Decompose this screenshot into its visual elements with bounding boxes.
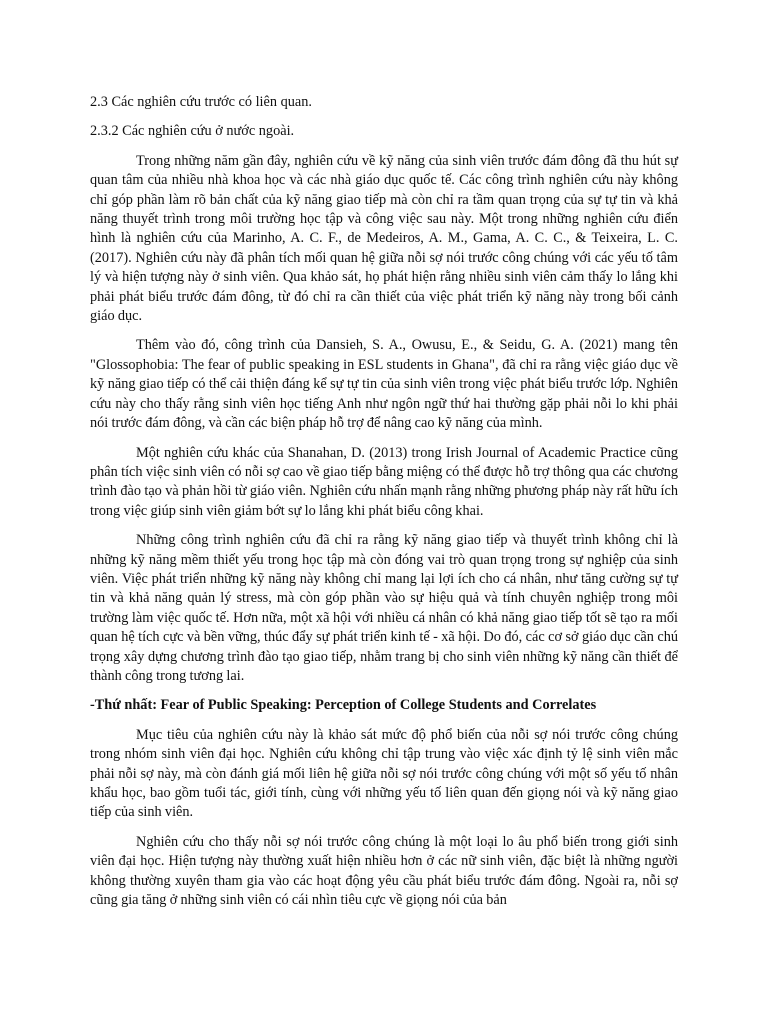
body-paragraph: Trong những năm gần đây, nghiên cứu về kỹ năng của sinh viên trước đám đông đã thu hút sự quan tâm của nhiều nhà khoa học và các nhà giáo dục quốc tế. Các công trình nghiên cứu này không chỉ góp phần làm rõ bản chất của kỹ năng giao tiếp mà còn chỉ ra tầm quan trọng của sự tự tin và khả năng thuyết trình trong môi trường học tập và công việc sau này. Một trong những nghiên cứu điển hình là nghiên cứu của Marinho, A. C. F., de Medeiros, A. M., Gama, A. C. C., & Teixeira, L. C. (2017). Nghiên cứu này đã phân tích mối quan hệ giữa nỗi sợ nói trước công chúng với các yếu tố tâm lý và hiện tượng này ở sinh viên. Qua khảo sát, họ phát hiện rằng nhiều sinh viên cảm thấy lo lắng khi phải phát biểu trước đám đông, từ đó chỉ ra cần thiết của việc phát triển kỹ năng này trong bối cảnh giáo dục.	[90, 152, 678, 325]
body-paragraph: Những công trình nghiên cứu đã chỉ ra rằng kỹ năng giao tiếp và thuyết trình không chỉ là những kỹ năng mềm thiết yếu trong học tập mà còn đóng vai trò quan trọng trong sự nghiệp của sinh viên. Việc phát triển những kỹ năng này không chỉ mang lại lợi ích cho cá nhân, như tăng cường sự tự tin và khả năng quản lý stress, mà còn góp phần vào sự hiệu quả và tính chuyên nghiệp trong môi trường làm việc quốc tế. Hơn nữa, một xã hội với nhiều cá nhân có khả năng giao tiếp tốt sẽ tạo ra mối quan hệ tích cực và bền vững, thúc đẩy sự phát triển kinh tế - xã hội. Do đó, các cơ sở giáo dục cần chú trọng xây dựng chương trình đào tạo giao tiếp, nhằm trang bị cho sinh viên những kỹ năng cần thiết để thành công trong tương lai.	[90, 532, 678, 684]
body-paragraph: Thêm vào đó, công trình của Dansieh, S. A., Owusu, E., & Seidu, G. A. (2021) mang tên "Glossophobia: The fear of public speaking in ESL students in Ghana", đã chỉ ra rằng việc giáo dục về kỹ năng giao tiếp có thể cải thiện đáng kể sự tự tin của sinh viên trong việc phát biểu trước lớp. Nghiên cứu này cho thấy rằng sinh viên học tiếng Anh như ngôn ngữ thứ hai thường gặp phải nỗi lo khi phải nói trước đám đông, và cần các biện pháp hỗ trợ để nâng cao kỹ năng của mình.	[90, 337, 678, 432]
body-paragraph: Một nghiên cứu khác của Shanahan, D. (2013) trong Irish Journal of Academic Practice cũng phân tích việc sinh viên có nỗi sợ cao về giao tiếp bằng miệng có thể được hỗ trợ thông qua các chương trình đào tạo và phản hồi từ giáo viên. Nghiên cứu nhấn mạnh rằng những phương pháp này rất hữu ích trong việc giúp sinh viên giảm bớt sự lo lắng khi phát biểu công khai.	[90, 444, 678, 519]
document-page	[90, 93, 678, 920]
subsection-heading: 2.3.2 Các nghiên cứu ở nước ngoài.	[90, 123, 295, 140]
body-paragraph: Nghiên cứu cho thấy nỗi sợ nói trước công chúng là một loại lo âu phổ biến trong giới sinh viên đại học. Hiện tượng này thường xuất hiện nhiều hơn ở các nữ sinh viên, đặc biệt là những người không thường xuyên tham gia vào các hoạt động yêu cầu phát biểu trước đám đông. Ngoài ra, nỗi sợ cũng gia tăng ở những sinh viên có cái nhìn tiêu cực về giọng nói của bản	[90, 833, 678, 909]
section-heading: 2.3 Các nghiên cứu trước có liên quan.	[90, 94, 312, 110]
study-heading: -Thứ nhất: Fear of Public Speaking: Perception of College Students and Correlates	[90, 697, 597, 714]
body-paragraph: Mục tiêu của nghiên cứu này là khảo sát mức độ phổ biến của nỗi sợ nói trước công chúng trong nhóm sinh viên đại học. Nghiên cứu không chỉ tập trung vào việc xác định tỷ lệ sinh viên mắc phải nỗi sợ này, mà còn đánh giá mối liên hệ giữa nỗi sợ nói trước công chúng với một số yếu tố nhân khẩu học, bao gồm tuổi tác, giới tính, cùng với những yếu tố liên quan đến giọng nói và kỹ năng giao tiếp của sinh viên.	[90, 726, 678, 821]
